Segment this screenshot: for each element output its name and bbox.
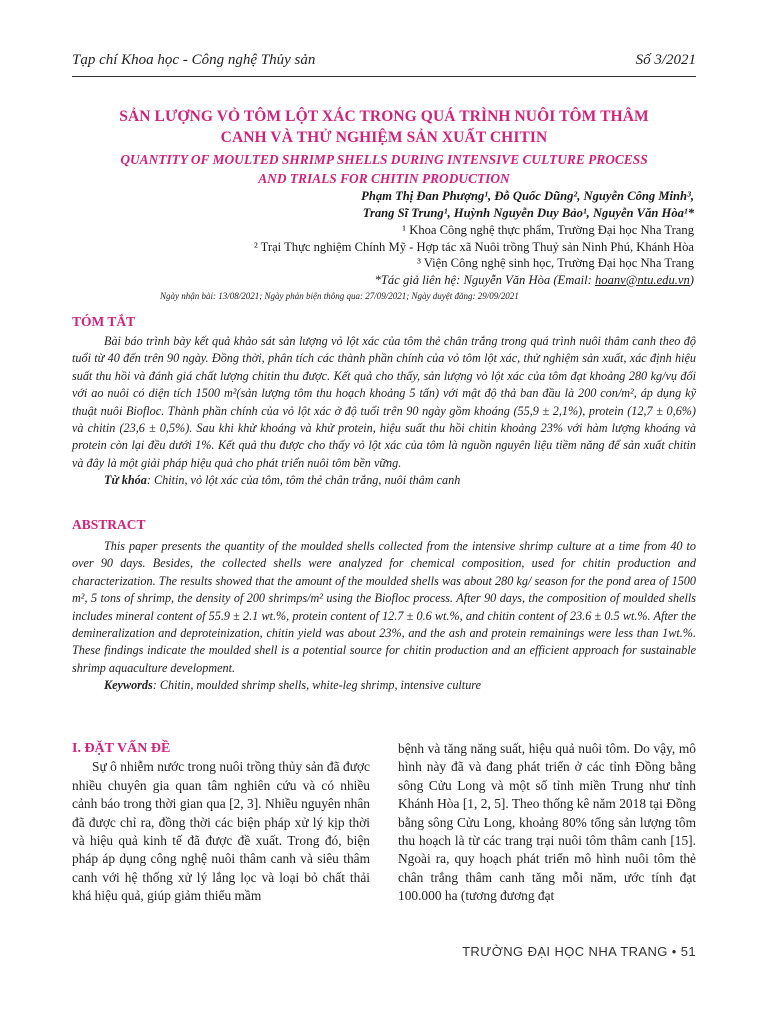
- abstract-paragraph: This paper presents the quantity of the moulded shells collected from the intensive shrimp culture at a time from 40 to over 90 days. Besides, the collected shells were analyzed for chemical composition, used for chitin production and characterization. The results showed that the amount of the moulded shells was about 280 kg/ season for the pond area of 1500 m², 5 tons of shrimp, the density of 200 shrimps/m² using the Biofloc process. After 90 days, the composition of moulded shells includes mineral content of 55.9 ± 2.1 wt.%, protein content of 12.7 ± 0.6 wt.%, and chitin content of 23.6 ± 0.5 wt.%. After the demineralization and deproteinization, chitin yield was about 23%, and the ash and protein remainings were less than 1wt.%. These findings indicate the moulded shell is a potential source for chitin production and an efficient approach for sustainable shrimp aquaculture development.: [72, 539, 696, 675]
- section-paragraph-2: bệnh và tăng năng suất, hiệu quả nuôi tôm. Do vậy, mô hình này đã và đang phát triển ở các tỉnh Đồng bằng sông Cửu Long và một số tỉnh miền Trung như tỉnh Khánh Hòa [1, 2, 5]. Theo thống kê năm 2018 tại Đồng bằng sông Cửu Long, khoảng 80% tổng sản lượng tôm thu hoạch là từ các trang trại nuôi tôm thâm canh [15]. Ngoài ra, quy hoạch phát triển mô hình nuôi tôm thẻ chân trắng thâm canh tăng mỗi năm, ước tính đạt 100.000 ha (tương đương đạt: [398, 741, 696, 904]
- header-divider: [72, 76, 696, 77]
- column-right: [398, 740, 696, 906]
- running-header: [72, 52, 696, 69]
- affiliation-3: ³ Viện Công nghệ sinh học, Trường Đại học Nha Trang: [417, 256, 694, 270]
- body-columns: [72, 740, 696, 906]
- tomtat-body: [72, 333, 696, 490]
- title-english: QUANTITY OF MOULTED SHRIMP SHELLS DURING INTENSIVE CULTURE PROCESS AND TRIALS FOR CHITIN PRODUCTION: [120, 152, 648, 186]
- publication-dates: Ngày nhận bài: 13/08/2021; Ngày phản biện thông qua: 27/09/2021; Ngày duyệt đăng: 29/09/2021: [160, 291, 519, 301]
- corresponding-author: *Tác giả liên hệ: Nguyễn Văn Hòa (Email: hoanv@ntu.edu.vn): [374, 272, 694, 287]
- tomtat-keywords: Từ khóa: Chitin, vỏ lột xác của tôm, tôm thẻ chân trắng, nuôi thâm canh: [104, 473, 461, 488]
- author-list: Phạm Thị Đan Phượng¹, Đỗ Quốc Dũng², Nguyễn Công Minh³, Trang Sĩ Trung¹, Huỳnh Nguyễn Duy Bảo¹, Nguyễn Văn Hòa¹*: [361, 189, 694, 220]
- issue-number: Số 3/2021: [635, 52, 696, 68]
- affiliation-2: ² Trại Thực nghiệm Chính Mỹ - Hợp tác xã Nuôi trồng Thuỷ sản Ninh Phú, Khánh Hòa: [253, 239, 694, 254]
- column-left: [72, 740, 370, 906]
- affiliations: [54, 222, 694, 288]
- email-link[interactable]: hoanv@ntu.edu.vn: [594, 272, 690, 287]
- abstract-keywords: Keywords: Chitin, moulded shrimp shells, white-leg shrimp, intensive culture: [104, 678, 481, 693]
- section-paragraph-1: Sự ô nhiễm nước trong nuôi trồng thủy sản đã được nhiều chuyên gia quan tâm nghiên cứu và có nhiều cảnh báo trong thời gian qua [2, 3]. Nhiều nguyên nhân đã được chỉ ra, đồng thời các biện pháp xử lý kịp thời và hiệu quả kinh tế đã được đề xuất. Trong đó, biện pháp áp dụng công nghệ nuôi thâm canh và siêu thâm canh với hệ thống xử lý lắng lọc và loại bỏ chất thải khá hiệu quả, giúp giảm thiểu mầm: [72, 759, 370, 904]
- title-vietnamese: SẢN LƯỢNG VỎ TÔM LỘT XÁC TRONG QUÁ TRÌNH NUÔI TÔM THÂM CANH VÀ THỬ NGHIỆM SẢN XUẤT CHITIN: [119, 108, 649, 146]
- section-heading: I. ĐẶT VẤN ĐỀ: [72, 741, 171, 756]
- affiliation-1: ¹ Khoa Công nghệ thực phẩm, Trường Đại học Nha Trang: [402, 223, 694, 237]
- page-footer: TRƯỜNG ĐẠI HỌC NHA TRANG • 51: [462, 944, 696, 959]
- journal-name: Tạp chí Khoa học - Công nghệ Thủy sản: [72, 52, 316, 68]
- abstract-heading: ABSTRACT: [72, 517, 146, 532]
- tomtat-paragraph: Bài báo trình bày kết quả khảo sát sản lượng vỏ lột xác của tôm thẻ chân trắng trong quá trình nuôi thâm canh theo độ tuổi từ 40 đến trên 90 ngày. Đồng thời, phân tích các thành phần chính của vỏ tôm lột xác, thử nghiệm sản xuất, xác định hiệu suất thu hồi và đánh giá chất lượng chitin thu được. Kết quả cho thấy, sản lượng vỏ lột xác của tôm đạt khoảng 280 kg/vụ đối với ao nuôi có diện tích 1500 m²(sản lượng tôm thu hoạch khoảng 5 tấn) với mật độ thả ban đầu là 200 con/m², áp dụng kỹ thuật nuôi Biofloc. Thành phần chính của vỏ lột xác ở độ tuổi trên 90 ngày gồm khoáng (55,9 ± 2,1%), protein (12,7 ± 0,6%) và chitin (23,6 ± 0,5%). Sau khi khử khoáng và khử protein, hiệu suất thu hồi chitin khoảng 23% với hàm lượng khoáng và protein còn lại đều dưới 1%. Kết quả thu được cho thấy vỏ lột xác của tôm là nguồn nguyên liệu tiềm năng để sản xuất chitin và đây là một giải pháp hiệu quả cho phát triển nuôi tôm bền vững.: [72, 334, 696, 470]
- tomtat-heading: TÓM TẮT: [72, 314, 136, 329]
- abstract-body: [72, 538, 696, 695]
